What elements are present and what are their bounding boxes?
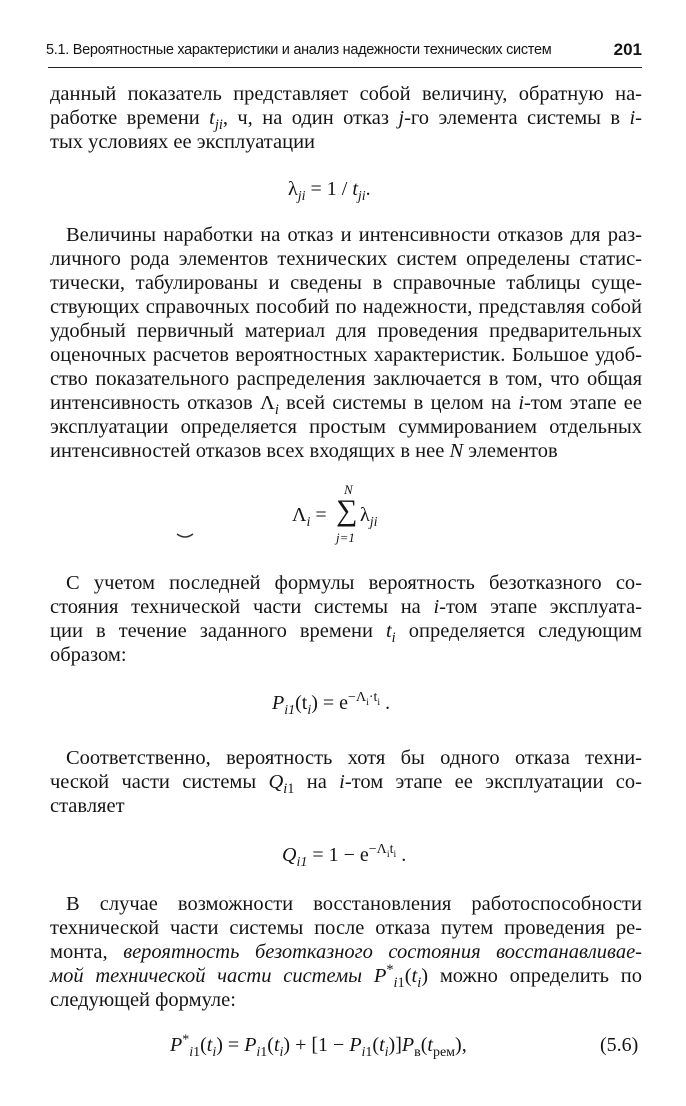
text-line: удобный первичный материал для проведения предварительных: [50, 320, 642, 342]
text-line: личного рода элементов технических систем определены статис-: [50, 248, 642, 270]
formula-reliability: $P_{i1}(t_i) = e^{-\Lambda_i\cdot t_i}$ .: [272, 690, 391, 718]
text-line: следующей формуле:: [50, 989, 236, 1011]
text-line: Величины наработки на отказ и интенсивности отказов для раз-: [66, 224, 642, 246]
formula-sum: $\Lambda_i$ = N ∑ j=1 $\lambda_{ji}$: [292, 482, 378, 545]
text-line: тически, табулированы и сведены в справочные таблицы суще-: [50, 272, 642, 294]
text-line: технической части системы после отказа путем проведения ре-: [50, 917, 642, 939]
text-line: данный показатель представляет собой величину, обратную на-: [50, 83, 642, 105]
formula-5-6: $P^*_{i1}(t_i) = P_{i1}(t_i) + [1 - P_{i1}(t_i)]P_в(t_{рем})$,: [170, 1032, 467, 1060]
text-line: образом:: [50, 644, 127, 666]
equation-number: (5.6): [600, 1034, 639, 1056]
text-line: монта, вероятность безотказного состояния восстанавливае-: [50, 941, 642, 963]
text-line: ствующих справочных пособий по надежности, представляя собой: [50, 296, 642, 318]
text-line: интенсивность отказов $\Lambda_i$ всей системы в целом на i-том этапе ее: [50, 392, 643, 419]
text-line: мой технической части системы $P^*_{i1}(t_i)$ можно определить по: [50, 962, 642, 992]
header-rule: [48, 67, 642, 68]
running-header: [46, 40, 642, 66]
formula-failure: $Q_{i1} = 1 - e^{-\Lambda_it_i}$ .: [282, 842, 407, 870]
text-line: ство показательного распределения заключается в том, что общая: [50, 368, 642, 390]
text-line: С учетом последней формулы вероятность безотказного со-: [66, 572, 642, 594]
text-line: В случае возможности восстановления работоспособности: [66, 893, 642, 915]
scan-speck: [176, 532, 194, 540]
text-line: ции в течение заданного времени $t_i$ определяется следующим: [50, 620, 642, 647]
text-line: интенсивностей отказов всех входящих в нее N элементов: [50, 440, 558, 462]
text-line: ческой части системы $Q_{i1}$ на i-том этапе ее эксплуатации со-: [50, 771, 642, 798]
text-line: эксплуатации определяется простым суммированием отдельных: [50, 416, 642, 438]
text-line: стояния технической части системы на i-том этапе эксплуата-: [50, 596, 643, 618]
text-line: Соответственно, вероятность хотя бы одного отказа техни-: [66, 747, 642, 769]
formula-lambda: $\lambda_{ji} = 1 / t_{ji}$.: [288, 178, 371, 204]
text-line: оценочных расчетов вероятностных характеристик. Большое удоб-: [50, 344, 642, 366]
page-number: 201: [613, 40, 642, 59]
text-line: работке времени $t_{ji}$, ч, на один отказ j-го элемента системы в i-: [50, 107, 642, 134]
text-line: тых условиях ее эксплуатации: [50, 131, 316, 153]
text-line: ставляет: [50, 795, 125, 817]
running-title: 5.1. Вероятностные характеристики и анализ надежности технических систем: [46, 42, 552, 58]
